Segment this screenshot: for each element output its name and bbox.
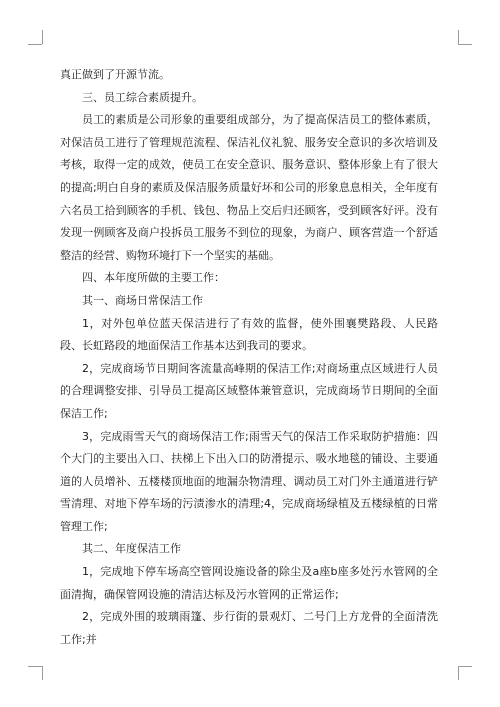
paragraph-continuation: 真正做到了开源节流。 [60,68,170,81]
section-heading-4: 四、本年度所做的主要工作： [82,271,225,285]
list-item-daily-1: 1，对外包单位蓝天保洁进行了有效的监督，使外围襄樊路段、人民路段、长虹路段的地面保洁工作基本达到我司的要求。 [60,316,438,353]
list-item-daily-3: 3，完成雨雪天气的商场保洁工作;雨雪天气的保洁工作采取防护措施：四个大门的主要出入口、扶梯上下出入口的防滑提示、吸水地毯的铺设、主要通道的人员增补、五楼楼顶地面的地漏杂物清理、调动员工对门外主通道进行铲雪清理、对地下停车场的污渍渗水的清理;4，完成商场绿植及五楼绿植的日常管理工作; [60,429,438,533]
subheading-daily-cleaning: 其一、商场日常保洁工作 [82,293,203,307]
list-item-annual-2: 2，完成外围的玻璃雨篷、步行街的景观灯、二号门上方龙骨的全面清洗工作;并 [60,610,438,646]
list-item-daily-2: 2，完成商场节日期间客流量高峰期的保洁工作;对商场重点区域进行人员的合理调整安排、引导员工提高区域整体兼管意识，完成商场节日期间的全面保洁工作; [60,361,438,420]
paragraph-staff-quality: 员工的素质是公司形象的重要组成部分，为了提高保洁员工的整体素质，对保洁员工进行了管理规范流程、保洁礼仪礼貌、服务安全意识的多次培训及考核，取得一定的成效，使员工在安全意识、服务意识、整体形象上有了很大的提高;明白自身的素质及保洁服务质量好坏和公司的形象息息相关，全年度有六名员工拾到顾客的手机、钱包、物品上交后归还顾客，受到顾客好评。没有发现一例顾客及商户投拆员工服务不到位的现象，为商户、顾客营造一个舒适整洁的经营、购物环境打下一个坚实的基础。 [60,113,438,262]
list-item-annual-1: 1，完成地下停车场高空管网设施设备的除尘及a座b座多处污水管网的全面清掏，确保管网设施的清洁达标及污水管网的正常运作; [60,565,438,601]
section-heading-3: 三、员工综合素质提升。 [82,90,203,104]
document-body [60,64,438,651]
subheading-annual-cleaning: 其二、年度保洁工作 [82,542,181,556]
